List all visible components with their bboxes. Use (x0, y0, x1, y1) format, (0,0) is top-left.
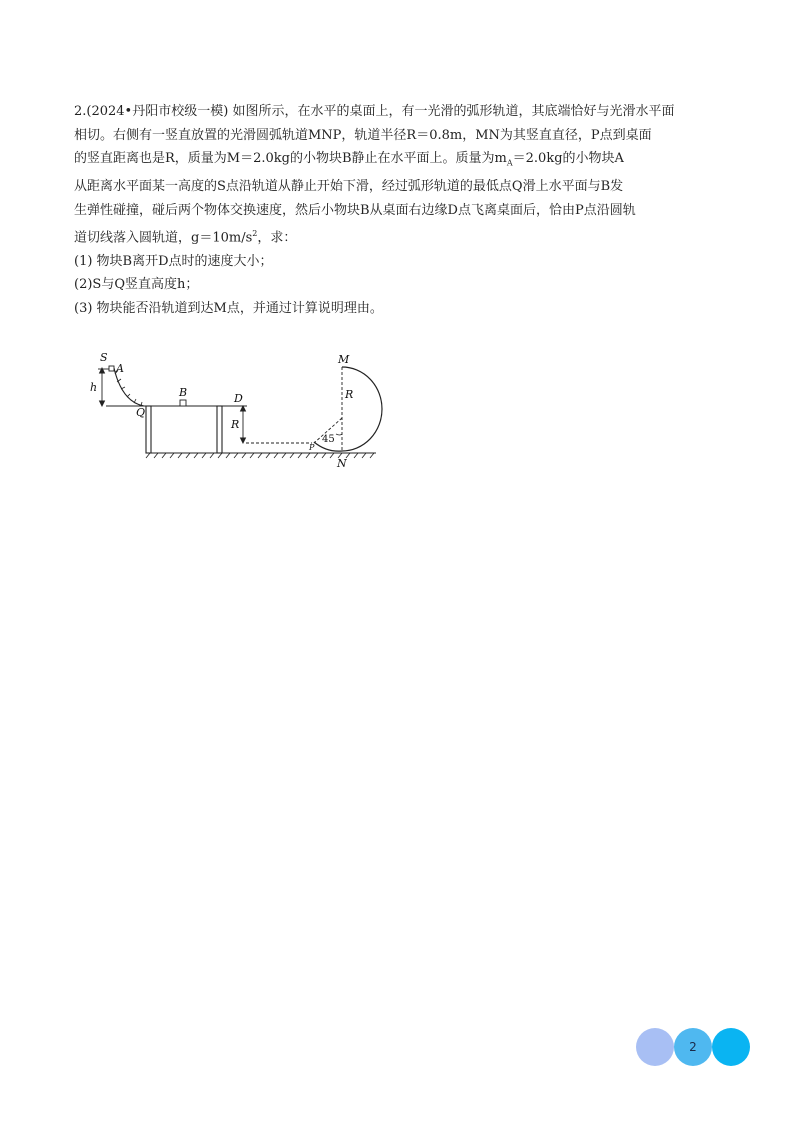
stem-line-4: 从距离水平面某一高度的S点沿轨道从静止开始下滑，经过弧形轨道的最低点Q滑上水平面与B发 (74, 179, 624, 195)
badge-circle-left (636, 1028, 674, 1066)
page-number-badge (636, 1026, 754, 1068)
angle-arc (336, 434, 342, 435)
h-dimension (98, 368, 109, 406)
question-1: (1) 物块B离开D点时的速度大小； (74, 253, 273, 269)
label-m: M (338, 353, 350, 366)
label-h: h (90, 381, 98, 394)
label-d: D (234, 392, 243, 405)
block-a (109, 366, 114, 371)
table (106, 406, 244, 453)
problem-stem (74, 100, 724, 250)
stem-line-6-tail: ，求： (257, 230, 297, 246)
label-a: A (116, 362, 124, 375)
block-b (180, 400, 186, 406)
g-superscript: 2 (252, 229, 258, 239)
problem-block (74, 100, 724, 320)
stem-line-3-tail: ＝2.0kg的小物块A (512, 151, 624, 166)
stem-line-2: 相切。右侧有一竖直放置的光滑圆弧轨道MNP，轨道半径R＝0.8m，MN为其竖直直径，P点到桌面 (74, 127, 652, 143)
label-b: B (179, 386, 188, 399)
label-n: N (337, 457, 347, 470)
stem-line-1: 如图所示，在水平的桌面上，有一光滑的弧形轨道，其底端恰好与光滑水平面 (232, 104, 675, 119)
question-3: (3) 物块能否沿轨道到达M点，并通过计算说明理由。 (74, 300, 383, 316)
label-p: P (309, 443, 315, 452)
stem-line-3: 的竖直距离也是R，质量为M＝2.0kg的小物块B静止在水平面上。质量为m (74, 151, 507, 166)
problem-source: (2024•丹阳市校级一模) (86, 104, 229, 119)
physics-diagram (84, 348, 404, 480)
label-angle: 45 (322, 434, 335, 445)
label-s: S (100, 351, 108, 364)
stem-line-6: 道切线落入圆轨道，g＝10m/s (74, 230, 253, 246)
question-2: (2)S与Q竖直高度h； (74, 277, 199, 293)
label-r-table: R (231, 418, 240, 431)
label-r-circle: R (345, 388, 354, 401)
problem-number: 2. (74, 104, 87, 119)
mass-subscript: A (506, 158, 513, 168)
label-q: Q (136, 406, 146, 419)
badge-circle-right (712, 1028, 750, 1066)
page-number: 2 (689, 1040, 697, 1054)
stem-line-5: 生弹性碰撞，碰后两个物体交换速度，然后小物块B从桌面右边缘D点飞离桌面后，恰由P点沿圆轨 (74, 202, 636, 218)
